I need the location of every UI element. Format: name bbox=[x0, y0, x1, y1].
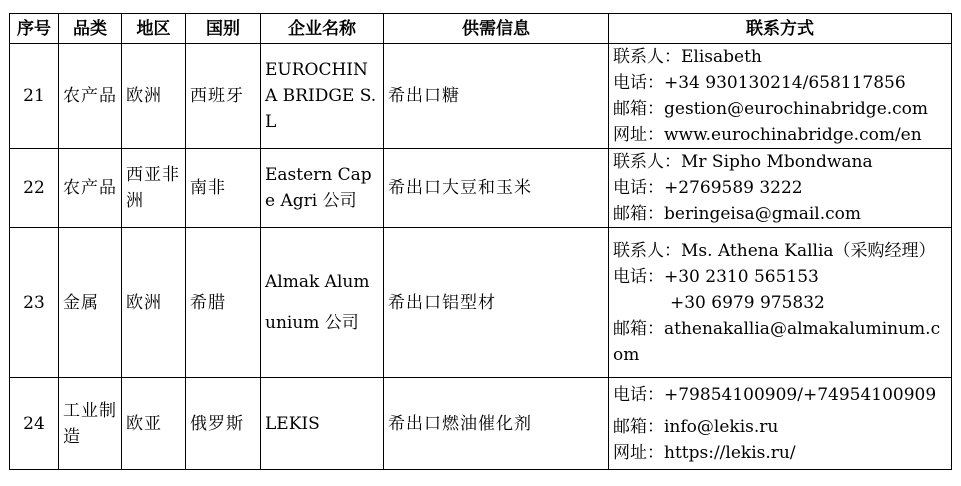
row-supply: 希出口大豆和玉米 bbox=[384, 149, 609, 228]
row-country: 希腊 bbox=[186, 228, 261, 378]
contact-person: 联系人：Mr Sipho Mbondwana bbox=[613, 152, 873, 172]
header-contact: 联系方式 bbox=[609, 14, 952, 44]
row-company: EUROCHINA BRIDGE S.L bbox=[261, 44, 384, 149]
row-index: 21 bbox=[10, 44, 59, 149]
row-region: 欧亚 bbox=[122, 378, 186, 470]
table-row bbox=[10, 228, 952, 378]
contact-email: 邮箱：gestion@eurochinabridge.com bbox=[613, 99, 929, 119]
header-supply: 供需信息 bbox=[384, 14, 609, 44]
row-category: 农产品 bbox=[59, 44, 122, 149]
supply-demand-table bbox=[9, 13, 952, 470]
contact-phone: 电话：+34 930130214/658117856 bbox=[613, 73, 906, 93]
table-row bbox=[10, 378, 952, 470]
header-region: 地区 bbox=[122, 14, 186, 44]
row-supply: 希出口燃油催化剂 bbox=[384, 378, 609, 470]
header-country: 国别 bbox=[186, 14, 261, 44]
contact-email: 邮箱：athenakallia@almakaluminum.com bbox=[613, 318, 941, 365]
contact-phone: 电话：+30 2310 565153 bbox=[613, 266, 819, 287]
table-row bbox=[10, 44, 952, 149]
row-index: 24 bbox=[10, 378, 59, 470]
row-contact bbox=[609, 378, 952, 470]
header-row bbox=[10, 14, 952, 44]
row-contact bbox=[609, 44, 952, 149]
row-company: Almak Alumunium 公司 bbox=[261, 228, 384, 378]
contact-phone-alt: +30 6979 975832 bbox=[670, 292, 825, 313]
table-row bbox=[10, 149, 952, 228]
row-country: 西班牙 bbox=[186, 44, 261, 149]
row-region: 欧洲 bbox=[122, 228, 186, 378]
row-category: 金属 bbox=[59, 228, 122, 378]
contact-phone: 电话：+2769589 3222 bbox=[613, 178, 803, 198]
contact-person: 联系人：Ms. Athena Kallia（采购经理） bbox=[613, 240, 936, 261]
row-supply: 希出口铝型材 bbox=[384, 228, 609, 378]
contact-website: 网址：https://lekis.ru/ bbox=[613, 442, 796, 463]
contact-phone: 电话：+79854100909/+74954100909 bbox=[613, 384, 937, 405]
row-supply: 希出口糖 bbox=[384, 44, 609, 149]
row-country: 南非 bbox=[186, 149, 261, 228]
contact-website: 网址：www.eurochinabridge.com/en bbox=[613, 125, 922, 145]
row-contact bbox=[609, 228, 952, 378]
contact-person: 联系人：Elisabeth bbox=[613, 47, 762, 67]
row-category: 农产品 bbox=[59, 149, 122, 228]
row-category: 工业制造 bbox=[59, 378, 122, 470]
header-company: 企业名称 bbox=[261, 14, 384, 44]
contact-email: 邮箱：info@lekis.ru bbox=[613, 416, 779, 437]
row-index: 23 bbox=[10, 228, 59, 378]
header-index: 序号 bbox=[10, 14, 59, 44]
row-company: LEKIS bbox=[261, 378, 384, 470]
row-region: 欧洲 bbox=[122, 44, 186, 149]
row-region: 西亚非洲 bbox=[122, 149, 186, 228]
contact-email: 邮箱：beringeisa@gmail.com bbox=[613, 204, 861, 224]
row-company: Eastern Cape Agri 公司 bbox=[261, 149, 384, 228]
row-index: 22 bbox=[10, 149, 59, 228]
header-category: 品类 bbox=[59, 14, 122, 44]
row-contact bbox=[609, 149, 952, 228]
row-country: 俄罗斯 bbox=[186, 378, 261, 470]
